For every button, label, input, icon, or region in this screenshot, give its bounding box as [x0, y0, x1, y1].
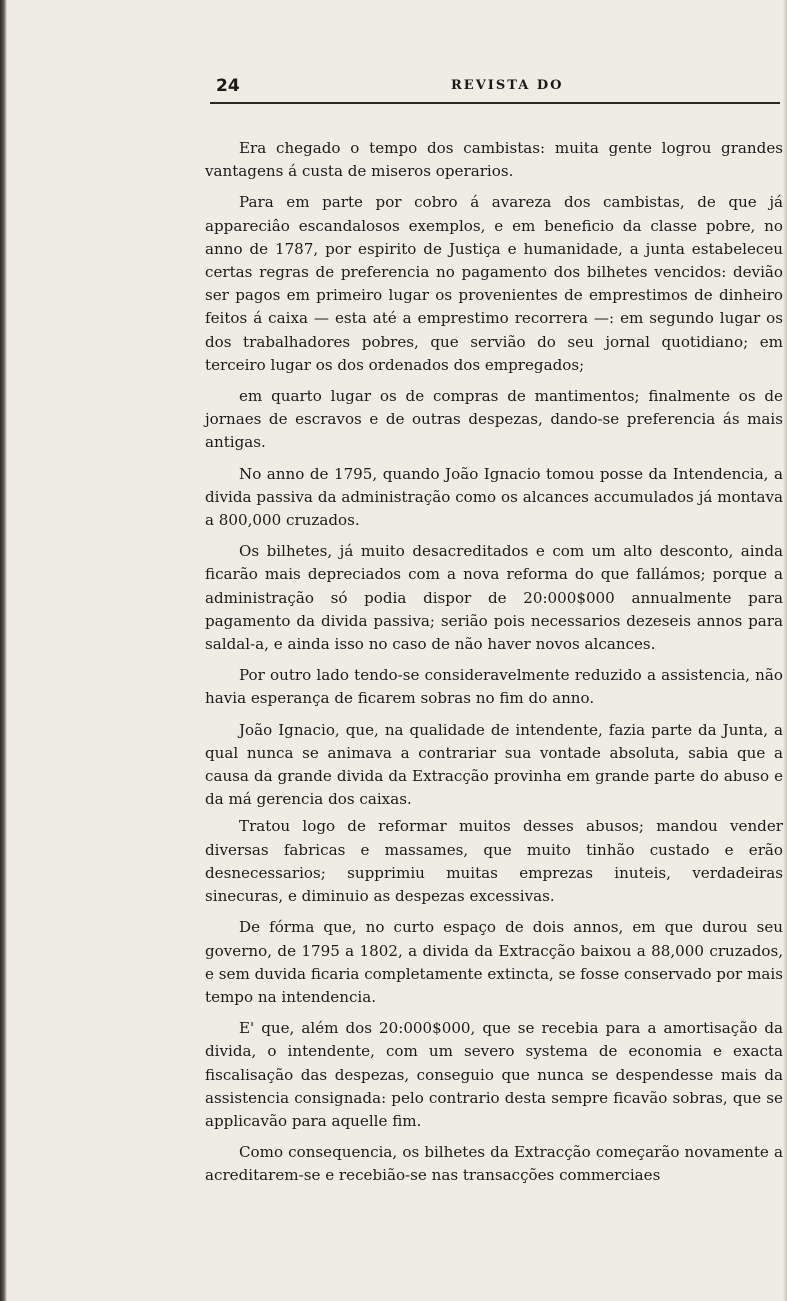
- page-header: [216, 76, 776, 102]
- paragraph: Por outro lado tendo-se consideravelmente reduzido a assistencia, não havia esperança de ficarem sobras no fim do anno.: [205, 666, 783, 708]
- paragraph: Para em parte por cobro á avareza dos cambistas, de que já appareciâo escandalosos exemplos, e em beneficio da classe pobre, no anno de 1787, por espirito de Justiça e humanidade, a junta estabeleceu certas regras de preferencia no pagamento dos bilhetes vencidos: devião ser pagos em primeiro lugar os provenientes de emprestimos de dinheiro feitos á caixa — esta até a emprestimo recorrera —: em segundo lugar os dos trabalhadores pobres, que servião do seu jornal quotidiano; em terceiro lugar os dos ordenados dos empregados;: [205, 193, 783, 374]
- paragraph: Como consequencia, os bilhetes da Extracção começarão novamente a acreditarem-se e recebião-se nas transacções commerciaes: [205, 1143, 783, 1185]
- paragraph: No anno de 1795, quando João Ignacio tomou posse da Intendencia, a divida passiva da administração como os alcances accumulados já montava a 800,000 cruzados.: [205, 464, 783, 530]
- page-binding-shadow: [0, 0, 7, 1301]
- paragraph: E' que, além dos 20:000$000, que se recebia para a amortisação da divida, o intendente, com um severo systema de economia e exacta fiscalisação das despezas, conseguio que nunca se despendesse mais da assistencia consignada: pelo contrario desta sempre ficavão sobras, que se applicavão para aquelle fim.: [205, 1019, 783, 1130]
- paragraph: Os bilhetes, já muito desacreditados e com um alto desconto, ainda ficarão mais depreciados com a nova reforma do que fallámos; porque a administração só podia dispor de 20:000$000 annualmente para pagamento da divida passiva; serião pois necessarios dezeseis annos para saldal-a, e ainda isso no caso de não haver novos alcances.: [205, 542, 783, 654]
- body-text: [205, 137, 783, 1188]
- paragraph: De fórma que, no curto espaço de dois annos, em que durou seu governo, de 1795 a 1802, a divida da Extracção baixou a 88,000 cruzados, e sem duvida ficaria completamente extincta, se fosse conservado por mais tempo na intendencia.: [205, 918, 783, 1006]
- paragraph: João Ignacio, que, na qualidade de intendente, fazia parte da Junta, a qual nunca se animava a contrariar sua vontade absoluta, sabia que a causa da grande divida da Extracção provinha em grande parte do abuso e da má gerencia dos caixas.: [205, 720, 783, 809]
- header-rule: [210, 102, 780, 104]
- paragraph: em quarto lugar os de compras de mantimentos; finalmente os de jornaes de escravos e de outras despezas, dando-se preferencia ás mais antigas.: [205, 387, 783, 452]
- paragraph: Era chegado o tempo dos cambistas: muita gente logrou grandes vantagens á custa de miseros operarios.: [205, 139, 783, 181]
- page-number: 24: [216, 76, 240, 96]
- paragraph: Tratou logo de reformar muitos desses abusos; mandou vender diversas fabricas e massames, que muito tinhão custado e erão desnecessarios; supprimiu muitas emprezas inuteis, verdadeiras sinecuras, e diminuio as despezas excessivas.: [205, 817, 783, 906]
- running-title: REVISTA DO: [451, 78, 564, 93]
- page-edge: [783, 0, 787, 1301]
